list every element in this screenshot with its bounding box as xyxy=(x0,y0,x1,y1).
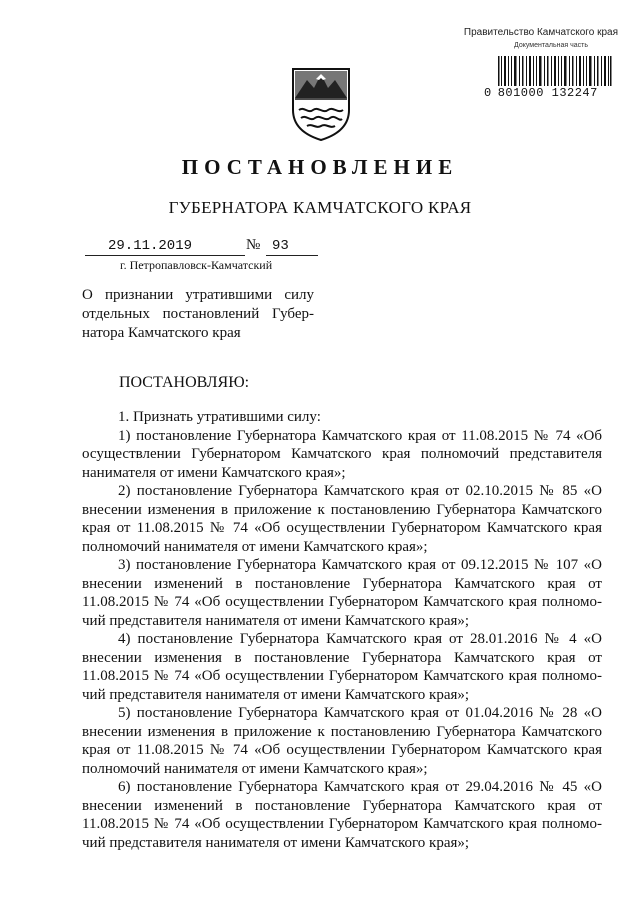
stamp-organization: Правительство Камчатского края xyxy=(463,27,618,38)
item-line: внесении изменения в приложение к постановлению Губернатора Камчатского xyxy=(82,501,602,518)
item-first-line: 3) постановление Губернатора Камчатского края от 09.12.2015 № 107 «О xyxy=(118,557,602,573)
item-line: осуществлении Губернатором Камчатского края полномочий представителя xyxy=(82,446,602,462)
list-item xyxy=(82,427,602,483)
document-body xyxy=(82,408,602,852)
number-underline xyxy=(266,255,318,256)
item-line: нанимателя от имени Камчатского края»; xyxy=(82,464,346,481)
number-sign: № xyxy=(246,237,261,253)
list-item xyxy=(82,630,602,704)
decree-word: ПОСТАНОВЛЯЮ: xyxy=(119,374,250,391)
document-issuer: ГУБЕРНАТОРА КАМЧАТСКОГО КРАЯ xyxy=(168,198,472,217)
list-item xyxy=(82,556,602,630)
barcode-number-rest: 801000 132247 xyxy=(497,86,598,100)
subject-line: натора Камчатского края xyxy=(82,325,241,341)
subject-line: отдельных постановлений Губер- xyxy=(82,306,314,322)
item-line: края от 11.08.2015 № 74 «Об осуществлении Губернатором Камчатского края xyxy=(82,742,602,758)
document-subject xyxy=(82,286,314,343)
item-line: чий представителя нанимателя от имени Камчатского края»; xyxy=(82,686,470,703)
item-line: 11.08.2015 № 74 «Об осуществлении Губернатором Камчатского края полномо- xyxy=(82,816,602,832)
item-first-line: 4) постановление Губернатора Камчатского края от 28.01.2016 № 4 «О xyxy=(118,631,602,647)
list-item xyxy=(82,704,602,778)
stamp-subtitle: Документальная часть xyxy=(514,42,588,49)
document-title: ПОСТАНОВЛЕНИЕ xyxy=(181,155,459,179)
item-line: чий представителя нанимателя от имени Камчатского края»; xyxy=(82,612,470,629)
barcode-image xyxy=(498,50,612,86)
item-line: внесении изменений в постановление Губернатора Камчатского края от xyxy=(82,797,602,814)
item-first-line: 2) постановление Губернатора Камчатского края от 02.10.2015 № 85 «О xyxy=(118,483,602,499)
barcode-number-first: 0 xyxy=(484,86,492,100)
item-line: полномочий нанимателя от имени Камчатского края»; xyxy=(82,760,428,777)
date-underline xyxy=(85,255,245,256)
coat-of-arms-emblem xyxy=(290,66,352,142)
item-first-line: 1) постановление Губернатора Камчатского края от 11.08.2015 № 74 «Об xyxy=(118,427,602,444)
item-line: края от 11.08.2015 № 74 «Об осуществлении Губернатором Камчатского края xyxy=(82,520,602,536)
item-first-line: 6) постановление Губернатора Камчатского края от 29.04.2016 № 45 «О xyxy=(118,779,602,795)
document-city: г. Петропавловск-Камчатский xyxy=(120,258,273,272)
document-number: 93 xyxy=(272,238,289,254)
item-line: чий представителя нанимателя от имени Камчатского края»; xyxy=(82,834,470,851)
item-line: внесении изменения в приложение к постановлению Губернатора Камчатского xyxy=(82,723,602,740)
list-item xyxy=(82,482,602,556)
item-line: полномочий нанимателя от имени Камчатского края»; xyxy=(82,538,428,555)
subject-line: О признании утратившими силу xyxy=(82,287,314,303)
document-date: 29.11.2019 xyxy=(108,238,193,254)
item-line: внесении изменений в постановление Губернатора Камчатского края от xyxy=(82,575,602,592)
item-line: 11.08.2015 № 74 «Об осуществлении Губернатором Камчатского края полномо- xyxy=(82,594,602,610)
point-1-heading: 1. Признать утратившими силу: xyxy=(118,409,321,425)
list-item xyxy=(82,778,602,852)
item-first-line: 5) постановление Губернатора Камчатского края от 01.04.2016 № 28 «О xyxy=(118,705,602,721)
item-line: внесении изменения в постановление Губернатора Камчатского края от xyxy=(82,649,602,666)
barcode-number xyxy=(484,86,598,100)
item-line: 11.08.2015 № 74 «Об осуществлении Губернатором Камчатского края полномо- xyxy=(82,668,602,684)
